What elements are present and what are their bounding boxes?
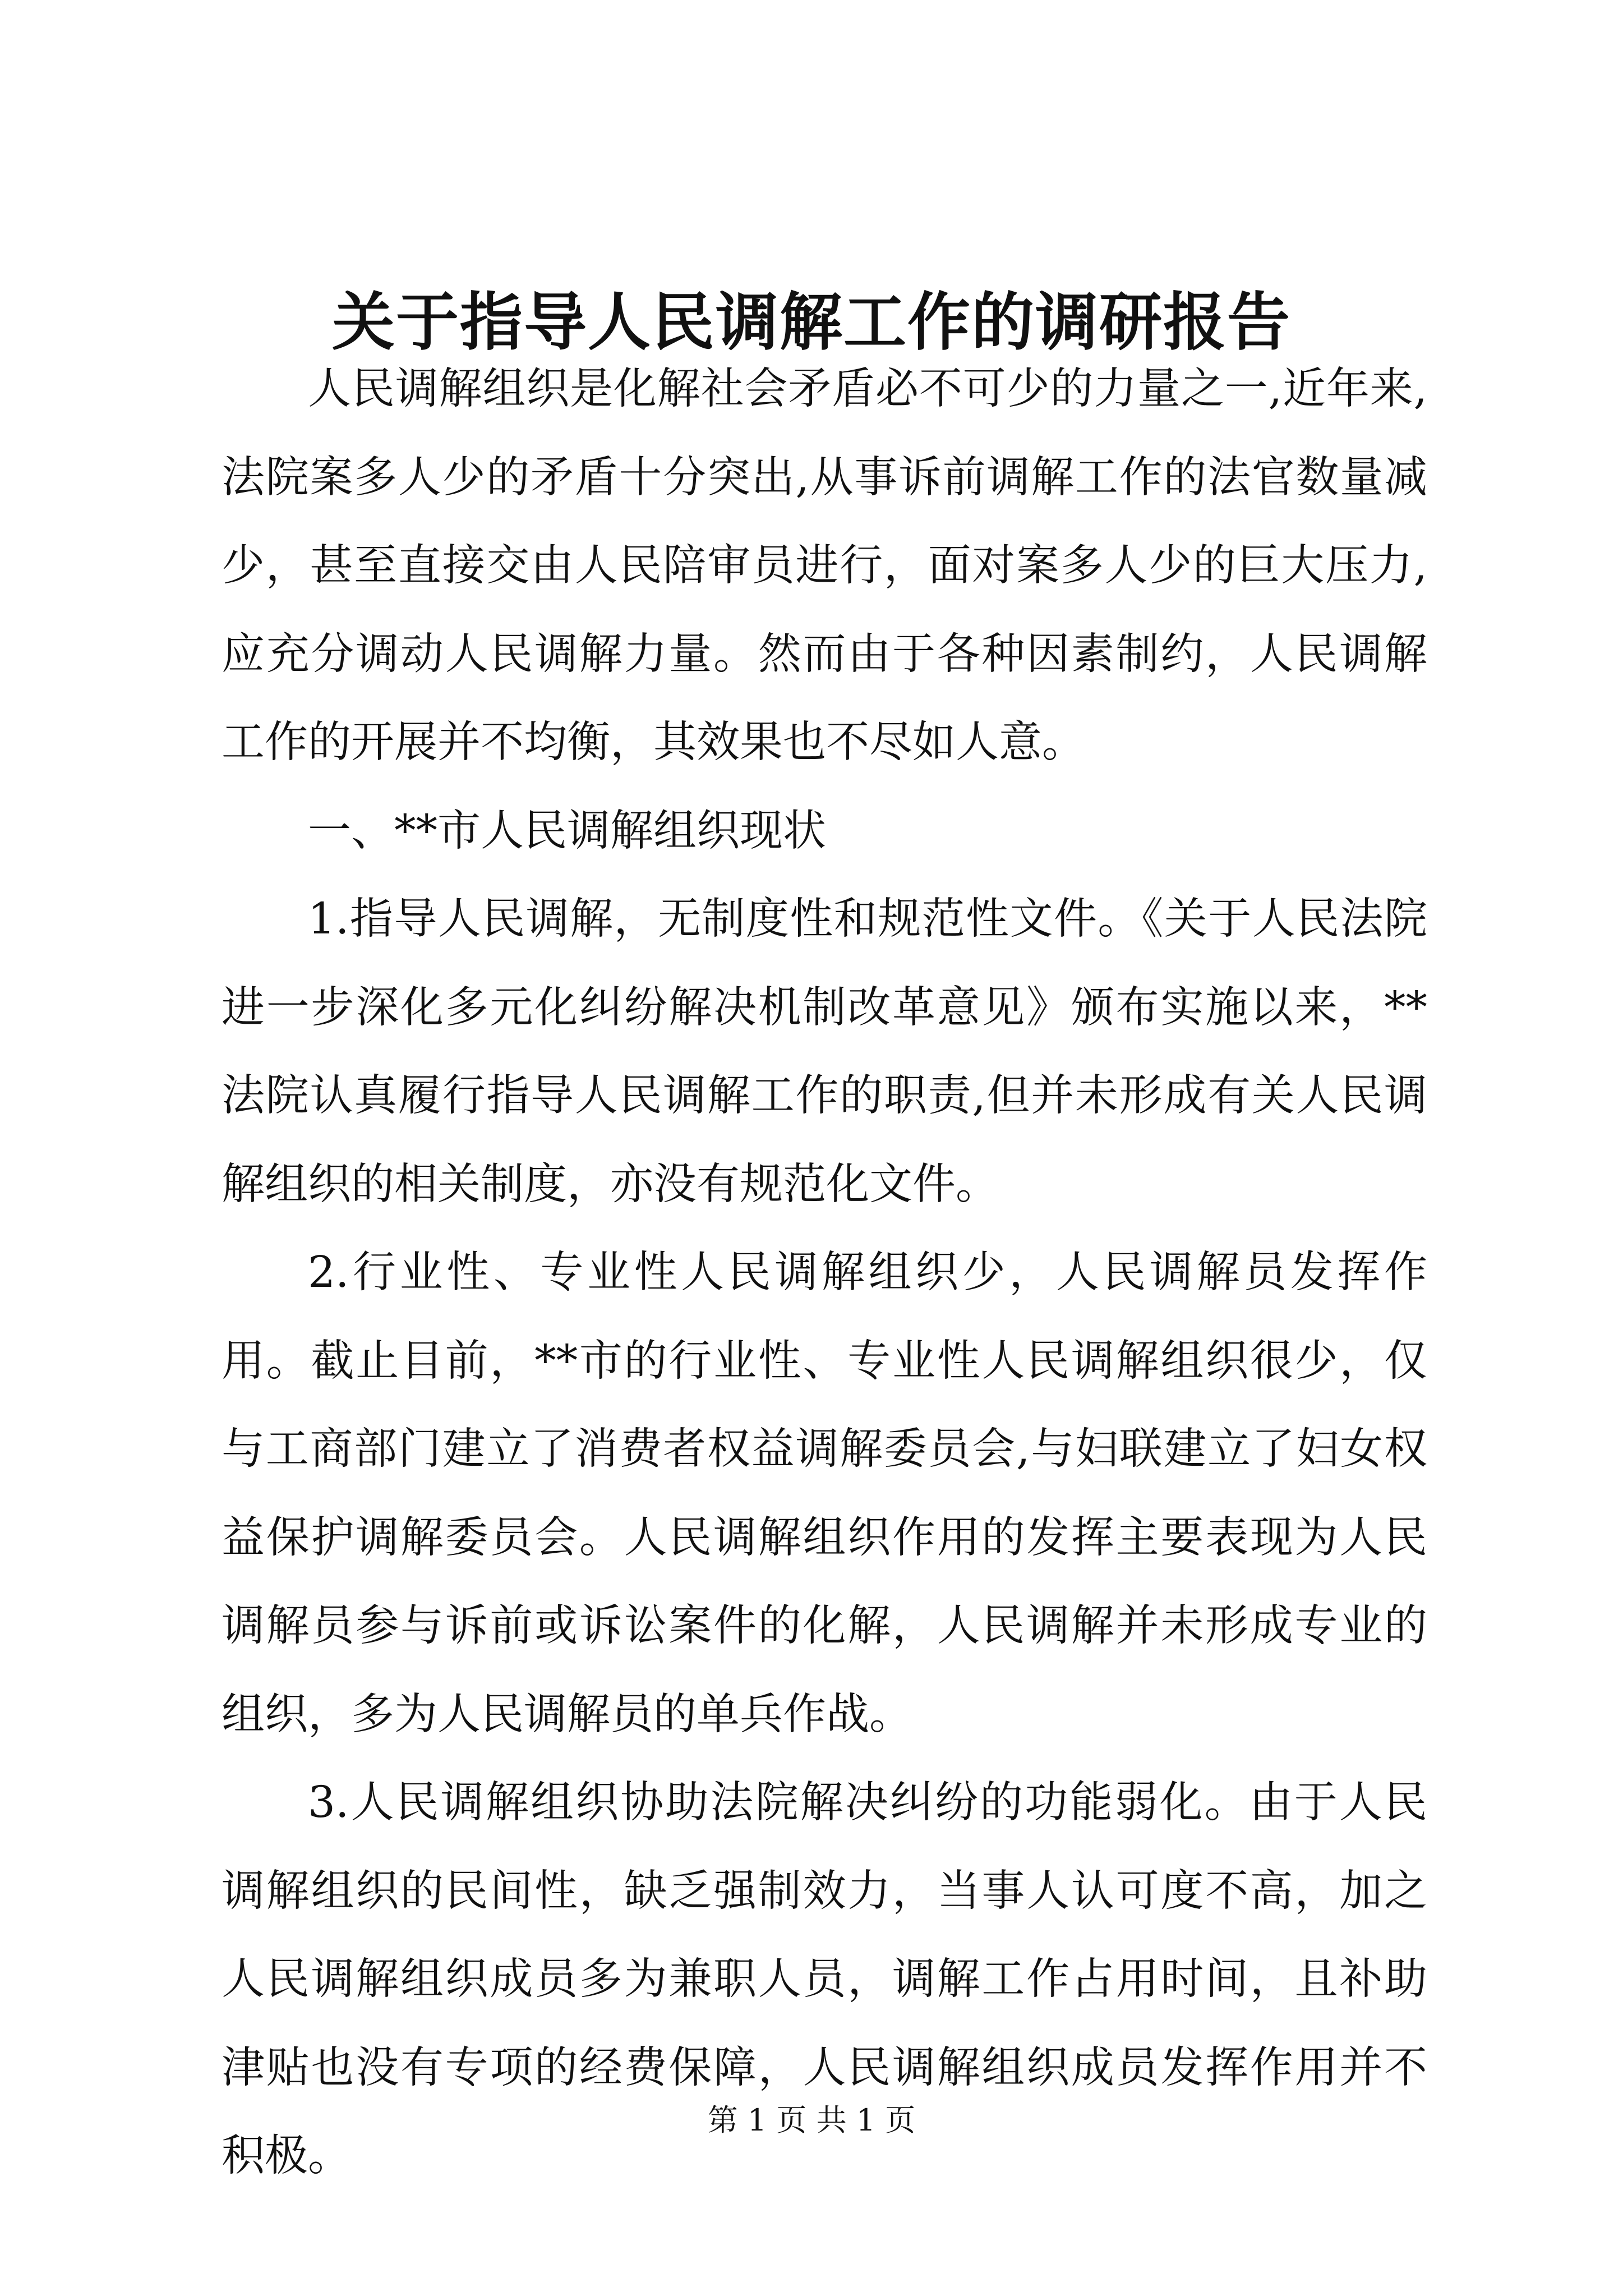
paragraph-point-3: 3.人民调解组织协助法院解决纠纷的功能弱化。由于人民调解组织的民间性，缺乏强制效力，当事人认可度不高，加之人民调解组织成员多为兼职人员，调解工作占用时间，且补助津贴也没有专项的经费保障，人民调解组织成员发挥作用并不积极。: [222, 1778, 1427, 2181]
paragraph-point-2: 2.行业性、专业性人民调解组织少，人民调解员发挥作用。截止目前，**市的行业性、专业性人民调解组织很少，仅与工商部门建立了消费者权益调解委员会,与妇联建立了妇女权益保护调解委员会。人民调解组织作用的发挥主要表现为人民调解员参与诉前或诉讼案件的化解，人民调解并未形成专业的组织，多为人民调解员的单兵作战。: [222, 1248, 1427, 1740]
paragraph-point-1: 1.指导人民调解，无制度性和规范性文件。《关于人民法院进一步深化多元化纠纷解决机制改革意见》颁布实施以来，**法院认真履行指导人民调解工作的职责,但并未形成有关人民调解组织的相关制度，亦没有规范化文件。: [222, 894, 1427, 1209]
section-heading-status: 一、**市人民调解组织现状: [308, 806, 826, 856]
page-number: 第 1 页 共 1 页: [707, 2102, 916, 2138]
page-footer: [0, 2101, 1623, 2140]
paragraph-intro: 人民调解组织是化解社会矛盾必不可少的力量之一,近年来,法院案多人少的矛盾十分突出,从事诉前调解工作的法官数量减少，甚至直接交由人民陪审员进行，面对案多人少的巨大压力,应充分调动人民调解力量。然而由于各种因素制约，人民调解工作的开展并不均衡，其效果也不尽如人意。: [222, 364, 1427, 767]
document-body: [222, 345, 1427, 2201]
document-title: 关于指导人民调解工作的调研报告: [332, 286, 1291, 359]
